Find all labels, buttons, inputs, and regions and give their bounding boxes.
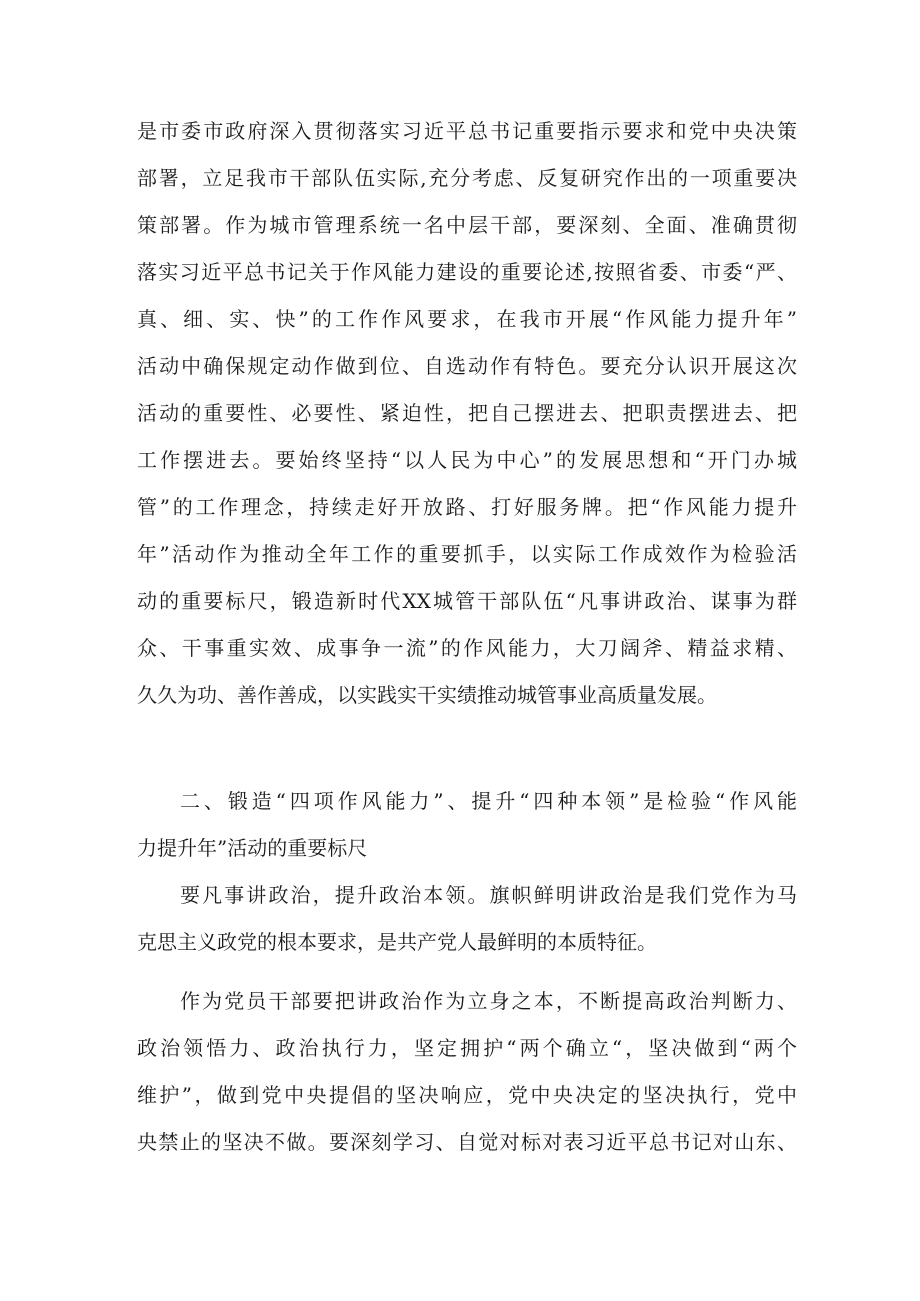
heading-line: 二、锻造“四项作风能力”、提升“四种本领”是检验“作风能 [180,789,797,813]
text-line: 落实习近平总书记关于作风能力建设的重要论述,按照省委、市委“严、 [137,260,797,284]
heading-line: 力提升年”活动的重要标尺 [137,836,368,860]
text-line: 政治领悟力、政治执行力，坚定拥护“两个确立“，坚决做到“两个 [137,1036,797,1060]
text-line: 作为党员干部要把讲政治作为立身之本，不断提高政治判断力、 [180,989,797,1013]
text-line: 部署，立足我市干部队伍实际,充分考虑、反复研究作出的一项重要决 [137,166,797,190]
text-line: 众、干事重实效、成事争一流”的作风能力，大刀阔斧、精益求精、 [137,636,797,660]
text-line: 真、细、实、快”的工作作风要求，在我市开展“作风能力提升年” [137,307,797,331]
text-line: 克思主义政党的根本要求，是共产党人最鲜明的本质特征。 [137,930,657,954]
text-line: 策部署。作为城市管理系统一名中层干部，要深刻、全面、准确贯彻 [137,213,797,237]
text-line: 要凡事讲政治，提升政治本领。旗帜鲜明讲政治是我们党作为马 [180,883,797,907]
text-line: 维护”，做到党中央提倡的坚决响应，党中央决定的坚决执行，党中 [137,1083,797,1107]
text-line: 是市委市政府深入贯彻落实习近平总书记重要指示要求和党中央决策 [137,119,797,143]
text-line: 年”活动作为推动全年工作的重要抓手，以实际工作成效作为检验活 [137,542,797,566]
text-line: 动的重要标尺，锻造新时代XX城管干部队伍“凡事讲政治、谋事为群 [137,589,797,613]
text-line: 久久为功、善作善成，以实践实干实绩推动城管事业高质量发展。 [137,683,717,707]
text-line: 央禁止的坚决不做。要深刻学习、自觉对标对表习近平总书记对山东、 [137,1130,797,1154]
text-line: 活动的重要性、必要性、紧迫性，把自己摆进去、把职责摆进去、把 [137,401,797,425]
text-line: 工作摆进去。要始终坚持“以人民为中心”的发展思想和“开门办城 [137,448,797,472]
text-line: 活动中确保规定动作做到位、自选动作有特色。要充分认识开展这次 [137,354,797,378]
text-line: 管”的工作理念，持续走好开放路、打好服务牌。把“作风能力提升 [137,495,797,519]
